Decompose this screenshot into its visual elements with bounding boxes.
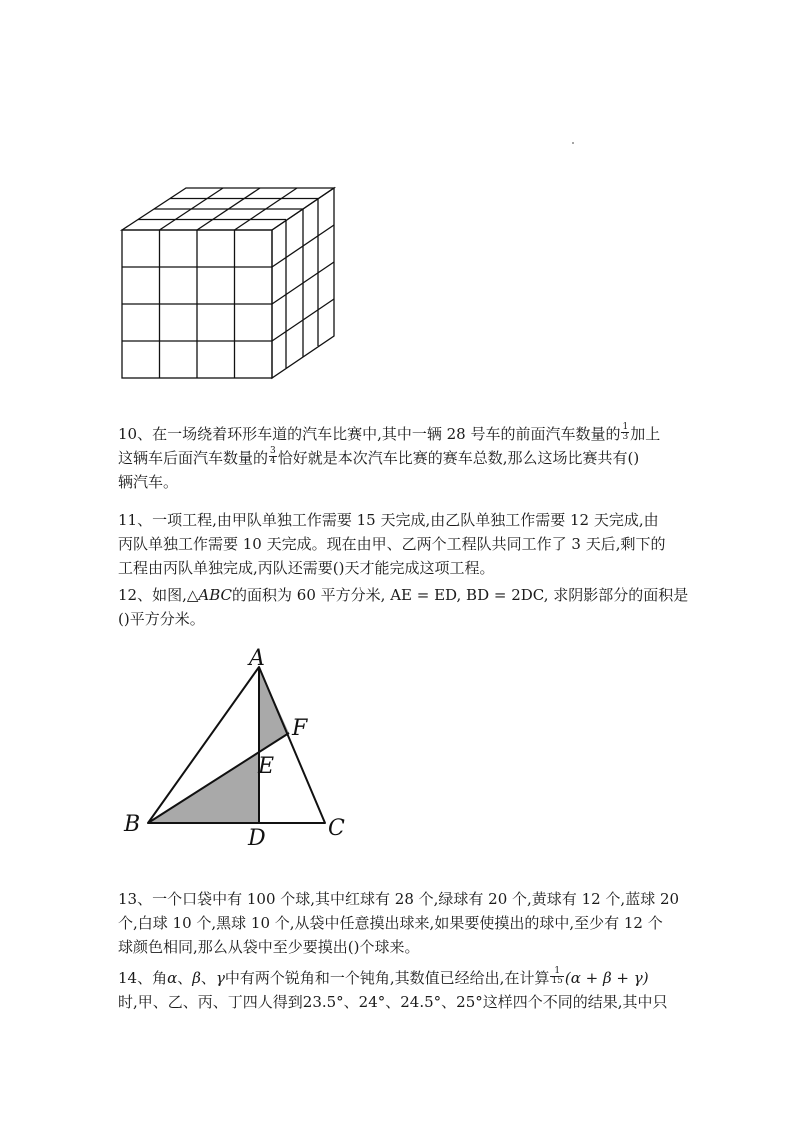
- label-b: B: [124, 812, 141, 837]
- q12-line-1: [118, 583, 689, 607]
- label-e: E: [258, 754, 275, 779]
- q13-line-3: 球颜色相同,那么从袋中至少要摸出()个球来。: [118, 938, 420, 956]
- q10-text: 这辆车后面汽车数量的: [118, 449, 269, 467]
- symbol-beta: β: [192, 969, 201, 987]
- question-12: [118, 583, 689, 631]
- question-14: [118, 966, 678, 1014]
- fraction-denominator: 4: [270, 455, 276, 466]
- triangle-figure: [118, 645, 358, 855]
- fraction-three-quarters: [269, 447, 277, 466]
- question-11: [118, 508, 678, 580]
- q11-line-3: 工程由丙队单独完成,丙队还需要()天才能完成这项工程。: [118, 559, 495, 577]
- q10-text: 10、在一场绕着环形车道的汽车比赛中,其中一辆 28 号车的前面汽车数量的: [118, 425, 621, 443]
- q10-line-2: [118, 446, 678, 470]
- triangle-name: ABC: [198, 586, 233, 604]
- q14-text: 、: [200, 969, 216, 987]
- angle-sum-expression: (α + β + γ): [564, 969, 649, 987]
- fraction-numerator: 1: [550, 967, 563, 977]
- label-a: A: [249, 646, 265, 671]
- q10-text: 加上: [630, 425, 661, 443]
- q12-text: 的面积为 60 平方分米, AE = ED, BD = 2DC, 求阴影部分的面积是: [232, 586, 689, 604]
- stray-mark: [572, 142, 574, 144]
- q12-text: 12、如图,△: [118, 586, 199, 604]
- q14-text: 14、角: [118, 969, 168, 987]
- symbol-alpha: α: [167, 969, 178, 987]
- q11-line-2: 丙队单独工作需要 10 天完成。现在由甲、乙两个工程队共同工作了 3 天后,剩下的: [118, 535, 666, 553]
- q14-line-2: 时,甲、乙、丙、丁四人得到23.5°、24°、24.5°、25°这样四个不同的结果,其中只: [118, 993, 668, 1011]
- label-c: C: [328, 816, 345, 841]
- label-d: D: [248, 826, 266, 851]
- q14-text: 、: [177, 969, 193, 987]
- q14-text: 中有两个锐角和一个钝角,其数值已经给出,在计算: [224, 969, 550, 987]
- q11-line-1: 11、一项工程,由甲队单独工作需要 15 天完成,由乙队单独工作需要 12 天完成,由: [118, 511, 659, 529]
- q10-text: 恰好就是本次汽车比赛的赛车总数,那么这场比赛共有(): [277, 449, 640, 467]
- q13-line-2: 个,白球 10 个,黑球 10 个,从袋中任意摸出球来,如果要使摸出的球中,至少有 12 个: [118, 914, 663, 932]
- symbol-gamma: γ: [215, 969, 225, 987]
- label-f: F: [292, 716, 308, 741]
- question-13: [118, 887, 678, 959]
- fraction-one-fifteenth: [550, 967, 563, 986]
- fraction-denominator: 15: [551, 975, 563, 986]
- cube-figure: [116, 184, 344, 386]
- fraction-one-third: [621, 423, 629, 442]
- fraction-numerator: 1: [622, 421, 629, 432]
- q10-line-1: [118, 422, 678, 446]
- question-10: [118, 422, 678, 494]
- q12-line-2: ()平方分米。: [118, 610, 205, 628]
- q10-line-3: 辆汽车。: [118, 473, 179, 491]
- fraction-numerator: 3: [270, 445, 276, 456]
- fraction-denominator: 3: [622, 431, 629, 442]
- q14-line-1: [118, 966, 678, 990]
- q13-line-1: 13、一个口袋中有 100 个球,其中红球有 28 个,绿球有 20 个,黄球有 12 个,蓝球 20: [118, 890, 680, 908]
